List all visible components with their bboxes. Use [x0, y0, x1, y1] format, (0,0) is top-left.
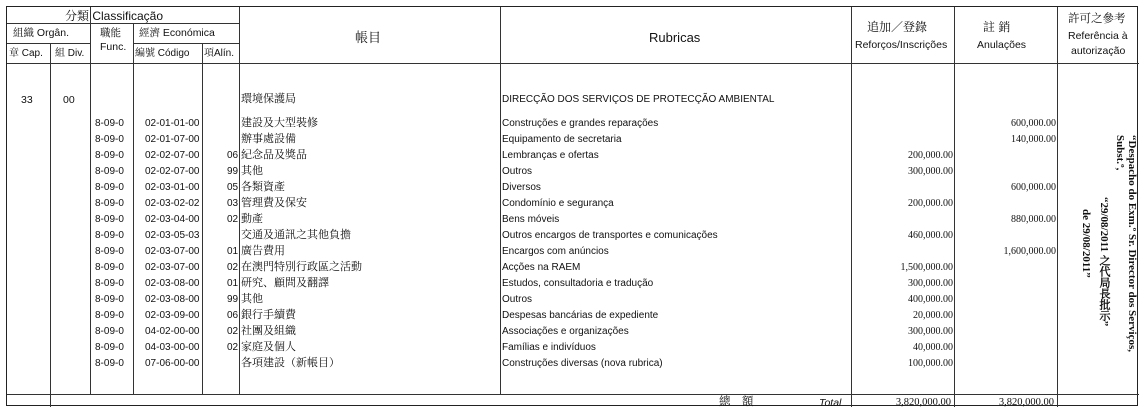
cell-func: 8-09-0 — [95, 134, 124, 145]
header-reforcos-zh: 追加／登錄 — [867, 20, 928, 34]
cell-anulacao: 600,000.00 — [1011, 182, 1056, 193]
cell-anulacao: 880,000.00 — [1011, 214, 1056, 225]
cell-func: 8-09-0 — [95, 358, 124, 369]
cell-func: 8-09-0 — [95, 182, 124, 193]
table-row — [7, 340, 1139, 356]
cell-alin: 06 — [227, 310, 239, 321]
cell-codigo: 02-02-07-00 — [145, 166, 200, 177]
cell-func: 8-09-0 — [95, 294, 124, 305]
table-row — [7, 116, 1139, 132]
cell-alin: 06 — [227, 150, 239, 161]
header-referencia-pt2: autorização — [1071, 45, 1126, 57]
cell-codigo: 04-03-00-00 — [145, 342, 200, 353]
cell-codigo: 02-03-07-00 — [145, 262, 200, 273]
cell-rubrica-pt: Acções na RAEM — [502, 262, 581, 273]
cell-rubrica-zh: 研究、顧問及翻譯 — [241, 277, 329, 289]
cell-anulacao: 140,000.00 — [1011, 134, 1056, 145]
cell-reforco: 300,000.00 — [908, 278, 953, 289]
header-func-zh: 職能 — [100, 27, 121, 39]
cell-alin: 99 — [227, 294, 239, 305]
cell-rubrica-zh: 銀行手續費 — [241, 309, 296, 321]
total-anulacao: 3,820,000.00 — [998, 397, 1054, 408]
cell-rubrica-pt: DIRECÇÃO DOS SERVIÇOS DE PROTECÇÃO AMBIENTAL — [502, 94, 775, 105]
grid-line — [7, 23, 239, 24]
table-row — [7, 276, 1139, 292]
cell-alin: 02 — [227, 214, 239, 225]
cell-reforco: 460,000.00 — [908, 230, 953, 241]
cell-reforco: 400,000.00 — [908, 294, 953, 305]
header-cap: 章 Cap. — [9, 48, 43, 59]
cell-codigo: 07-06-00-00 — [145, 358, 200, 369]
header-anulacoes-zh: 註 銷 — [983, 20, 1011, 34]
table-row — [7, 356, 1139, 372]
cell-rubrica-pt: Outros — [502, 166, 533, 177]
cell-rubrica-pt: Estudos, consultadoria e tradução — [502, 278, 654, 289]
cell-rubrica-pt: Outros encargos de transportes e comunicações — [502, 230, 718, 241]
cell-rubrica-pt: Diversos — [502, 182, 541, 193]
cell-codigo: 02-01-01-00 — [145, 118, 200, 129]
table-row — [7, 196, 1139, 212]
table-row — [7, 292, 1139, 308]
cell-codigo: 02-03-08-00 — [145, 278, 200, 289]
cell-func: 8-09-0 — [95, 198, 124, 209]
cell-reforco: 40,000.00 — [913, 342, 953, 353]
cell-rubrica-pt: Outros — [502, 294, 533, 305]
cell-codigo: 02-02-07-00 — [145, 150, 200, 161]
table-row — [7, 260, 1139, 276]
cell-codigo: 02-01-07-00 — [145, 134, 200, 145]
cell-func: 8-09-0 — [95, 342, 124, 353]
cell-func: 8-09-0 — [95, 278, 124, 289]
authorization-line-2: “29/08/2011 之代局長批示” — [1098, 197, 1110, 327]
header-rubrica-zh: 帳目 — [355, 30, 382, 45]
header-economica: 經濟 Económica — [139, 27, 215, 39]
authorization-note — [1062, 135, 1140, 375]
header-div: 組 Div. — [55, 48, 85, 59]
cell-rubrica-zh: 建設及大型裝修 — [241, 117, 318, 129]
cell-anulacao: 600,000.00 — [1011, 118, 1056, 129]
cell-func: 8-09-0 — [95, 150, 124, 161]
cell-alin: 01 — [227, 246, 239, 257]
cell-alin: 02 — [227, 342, 239, 353]
cell-reforco: 200,000.00 — [908, 198, 953, 209]
cell-rubrica-zh: 環境保護局 — [241, 93, 296, 105]
cell-rubrica-pt: Equipamento de secretaria — [502, 134, 622, 145]
authorization-line-1: “Despacho do Exm.º Sr. Director dos Serviços, Subst.º, — [1114, 135, 1138, 353]
cell-rubrica-pt: Associações e organizações — [502, 326, 629, 337]
cell-codigo: 02-03-05-03 — [145, 230, 200, 241]
cell-reforco: 1,500,000.00 — [900, 262, 953, 273]
header-classificacao: 分類 Classificação — [65, 9, 164, 23]
cell-anulacao: 1,600,000.00 — [1003, 246, 1056, 257]
cell-rubrica-pt: Encargos com anúncios — [502, 246, 609, 257]
cell-reforco: 100,000.00 — [908, 358, 953, 369]
cell-rubrica-pt: Bens móveis — [502, 214, 560, 225]
cell-codigo: 02-03-07-00 — [145, 246, 200, 257]
cell-func: 8-09-0 — [95, 262, 124, 273]
cell-codigo: 02-03-04-00 — [145, 214, 200, 225]
cell-func: 8-09-0 — [95, 166, 124, 177]
cell-rubrica-zh: 社團及組織 — [241, 325, 296, 337]
cell-codigo: 02-03-09-00 — [145, 310, 200, 321]
header-organ: 組織 Orgân. — [13, 27, 70, 39]
authorization-line-3: de 29/08/2011” — [1080, 209, 1092, 278]
cell-rubrica-pt: Condomínio e segurança — [502, 198, 614, 209]
cell-rubrica-pt: Famílias e indivíduos — [502, 342, 596, 353]
header-reforcos-pt: Reforços/Inscrições — [855, 39, 948, 51]
table-row — [7, 308, 1139, 324]
cell-func: 8-09-0 — [95, 310, 124, 321]
cell-func: 8-09-0 — [95, 326, 124, 337]
cell-reforco: 300,000.00 — [908, 166, 953, 177]
cell-rubrica-zh: 交通及通訊之其他負擔 — [241, 229, 351, 241]
header-rubrica-pt: Rubricas — [649, 30, 701, 45]
table-row — [7, 244, 1139, 260]
cell-alin: 01 — [227, 278, 239, 289]
org-cap: 33 — [21, 94, 33, 106]
total-reforco: 3,820,000.00 — [895, 397, 951, 408]
org-div: 00 — [63, 94, 75, 106]
table-row — [7, 164, 1139, 180]
cell-codigo: 02-03-02-02 — [145, 198, 200, 209]
table-row — [7, 92, 1139, 108]
cell-func: 8-09-0 — [95, 118, 124, 129]
cell-rubrica-zh: 其他 — [241, 165, 263, 177]
grid-line — [7, 394, 1139, 395]
header-referencia-pt1: Referência à — [1068, 30, 1128, 42]
table-row — [7, 324, 1139, 340]
table-row — [7, 212, 1139, 228]
total-label-pt: Total — [819, 397, 842, 409]
grid-line — [133, 43, 239, 44]
header-codigo: 編號 Código — [135, 48, 190, 59]
cell-rubrica-zh: 在澳門特別行政區之活動 — [241, 261, 362, 273]
table-row — [7, 228, 1139, 244]
cell-rubrica-pt: Construções diversas (nova rubrica) — [502, 358, 663, 369]
cell-rubrica-pt: Lembranças e ofertas — [502, 150, 599, 161]
budget-table — [6, 6, 1138, 409]
cell-rubrica-zh: 動產 — [241, 213, 263, 225]
grid-line — [7, 43, 90, 44]
cell-rubrica-zh: 家庭及個人 — [241, 341, 296, 353]
cell-rubrica-zh: 廣告費用 — [241, 245, 285, 257]
cell-codigo: 02-03-01-00 — [145, 182, 200, 193]
cell-func: 8-09-0 — [95, 230, 124, 241]
header-func-pt: Func. — [100, 41, 127, 53]
cell-rubrica-zh: 各類資產 — [241, 181, 285, 193]
cell-rubrica-zh: 紀念品及獎品 — [241, 149, 307, 161]
cell-func: 8-09-0 — [95, 214, 124, 225]
cell-alin: 99 — [227, 166, 239, 177]
cell-reforco: 20,000.00 — [913, 310, 953, 321]
table-row — [7, 132, 1139, 148]
table-row — [7, 148, 1139, 164]
table-row — [7, 180, 1139, 196]
cell-alin: 03 — [227, 198, 239, 209]
cell-rubrica-zh: 辦事處設備 — [241, 133, 296, 145]
cell-alin: 02 — [227, 262, 239, 273]
header-referencia-zh: 許可之參考 — [1068, 13, 1126, 25]
cell-reforco: 200,000.00 — [908, 150, 953, 161]
header-anulacoes-pt: Anulações — [977, 39, 1027, 51]
cell-alin: 02 — [227, 326, 239, 337]
header-alin: 項Alín. — [204, 48, 235, 59]
cell-rubrica-pt: Despesas bancárias de expediente — [502, 310, 659, 321]
cell-rubrica-zh: 各項建設（新帳目） — [241, 357, 340, 369]
cell-alin: 05 — [227, 182, 239, 193]
cell-func: 8-09-0 — [95, 246, 124, 257]
grid-line — [7, 63, 1139, 64]
cell-rubrica-pt: Construções e grandes reparações — [502, 118, 659, 129]
cell-codigo: 04-02-00-00 — [145, 326, 200, 337]
cell-reforco: 300,000.00 — [908, 326, 953, 337]
total-label-zh: 總 額 — [719, 396, 754, 408]
cell-rubrica-zh: 其他 — [241, 293, 263, 305]
cell-rubrica-zh: 管理費及保安 — [241, 197, 307, 209]
cell-codigo: 02-03-08-00 — [145, 294, 200, 305]
